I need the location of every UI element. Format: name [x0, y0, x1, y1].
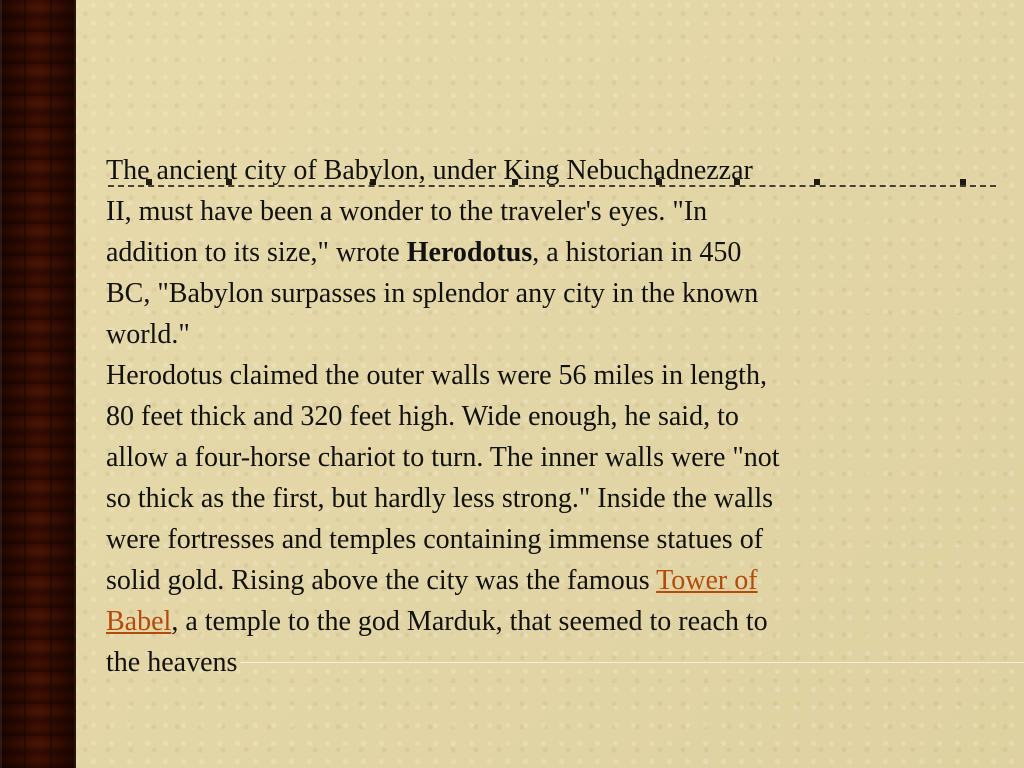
- tower-of-babel-link[interactable]: Tower of: [656, 565, 758, 596]
- text-line: solid gold. Rising above the city was the famous: [106, 565, 657, 596]
- text-line: the heavens: [106, 647, 238, 678]
- text-line: so thick as the first, but hardly less strong." Inside the walls: [106, 483, 773, 514]
- text-line: were fortresses and temples containing immense statues of: [106, 524, 764, 555]
- tower-of-babel-link-continued[interactable]: Babel: [106, 606, 172, 637]
- text-line: The ancient city of Babylon, under King Nebuchadnezzar: [106, 155, 753, 186]
- text-line: II, must have been a wonder to the traveler's eyes. "In: [106, 196, 708, 227]
- text-line: world.": [106, 319, 190, 350]
- paragraph-walls: [106, 355, 976, 683]
- herodotus-bold: Herodotus: [406, 237, 533, 268]
- text-line: BC, "Babylon surpasses in splendor any city in the known: [106, 278, 759, 309]
- paragraph-babylon-intro: [106, 150, 976, 355]
- text-line: allow a four-horse chariot to turn. The inner walls were "not: [106, 442, 780, 473]
- text-line: Herodotus claimed the outer walls were 56 miles in length,: [106, 360, 767, 391]
- slide-text: [106, 150, 976, 683]
- decorative-side-strip: [0, 0, 76, 768]
- text-line: , a temple to the god Marduk, that seemed to reach to: [171, 606, 768, 637]
- text-line: addition to its size," wrote: [106, 237, 407, 268]
- text-line: , a historian in 450: [532, 237, 742, 268]
- text-line: 80 feet thick and 320 feet high. Wide enough, he said, to: [106, 401, 739, 432]
